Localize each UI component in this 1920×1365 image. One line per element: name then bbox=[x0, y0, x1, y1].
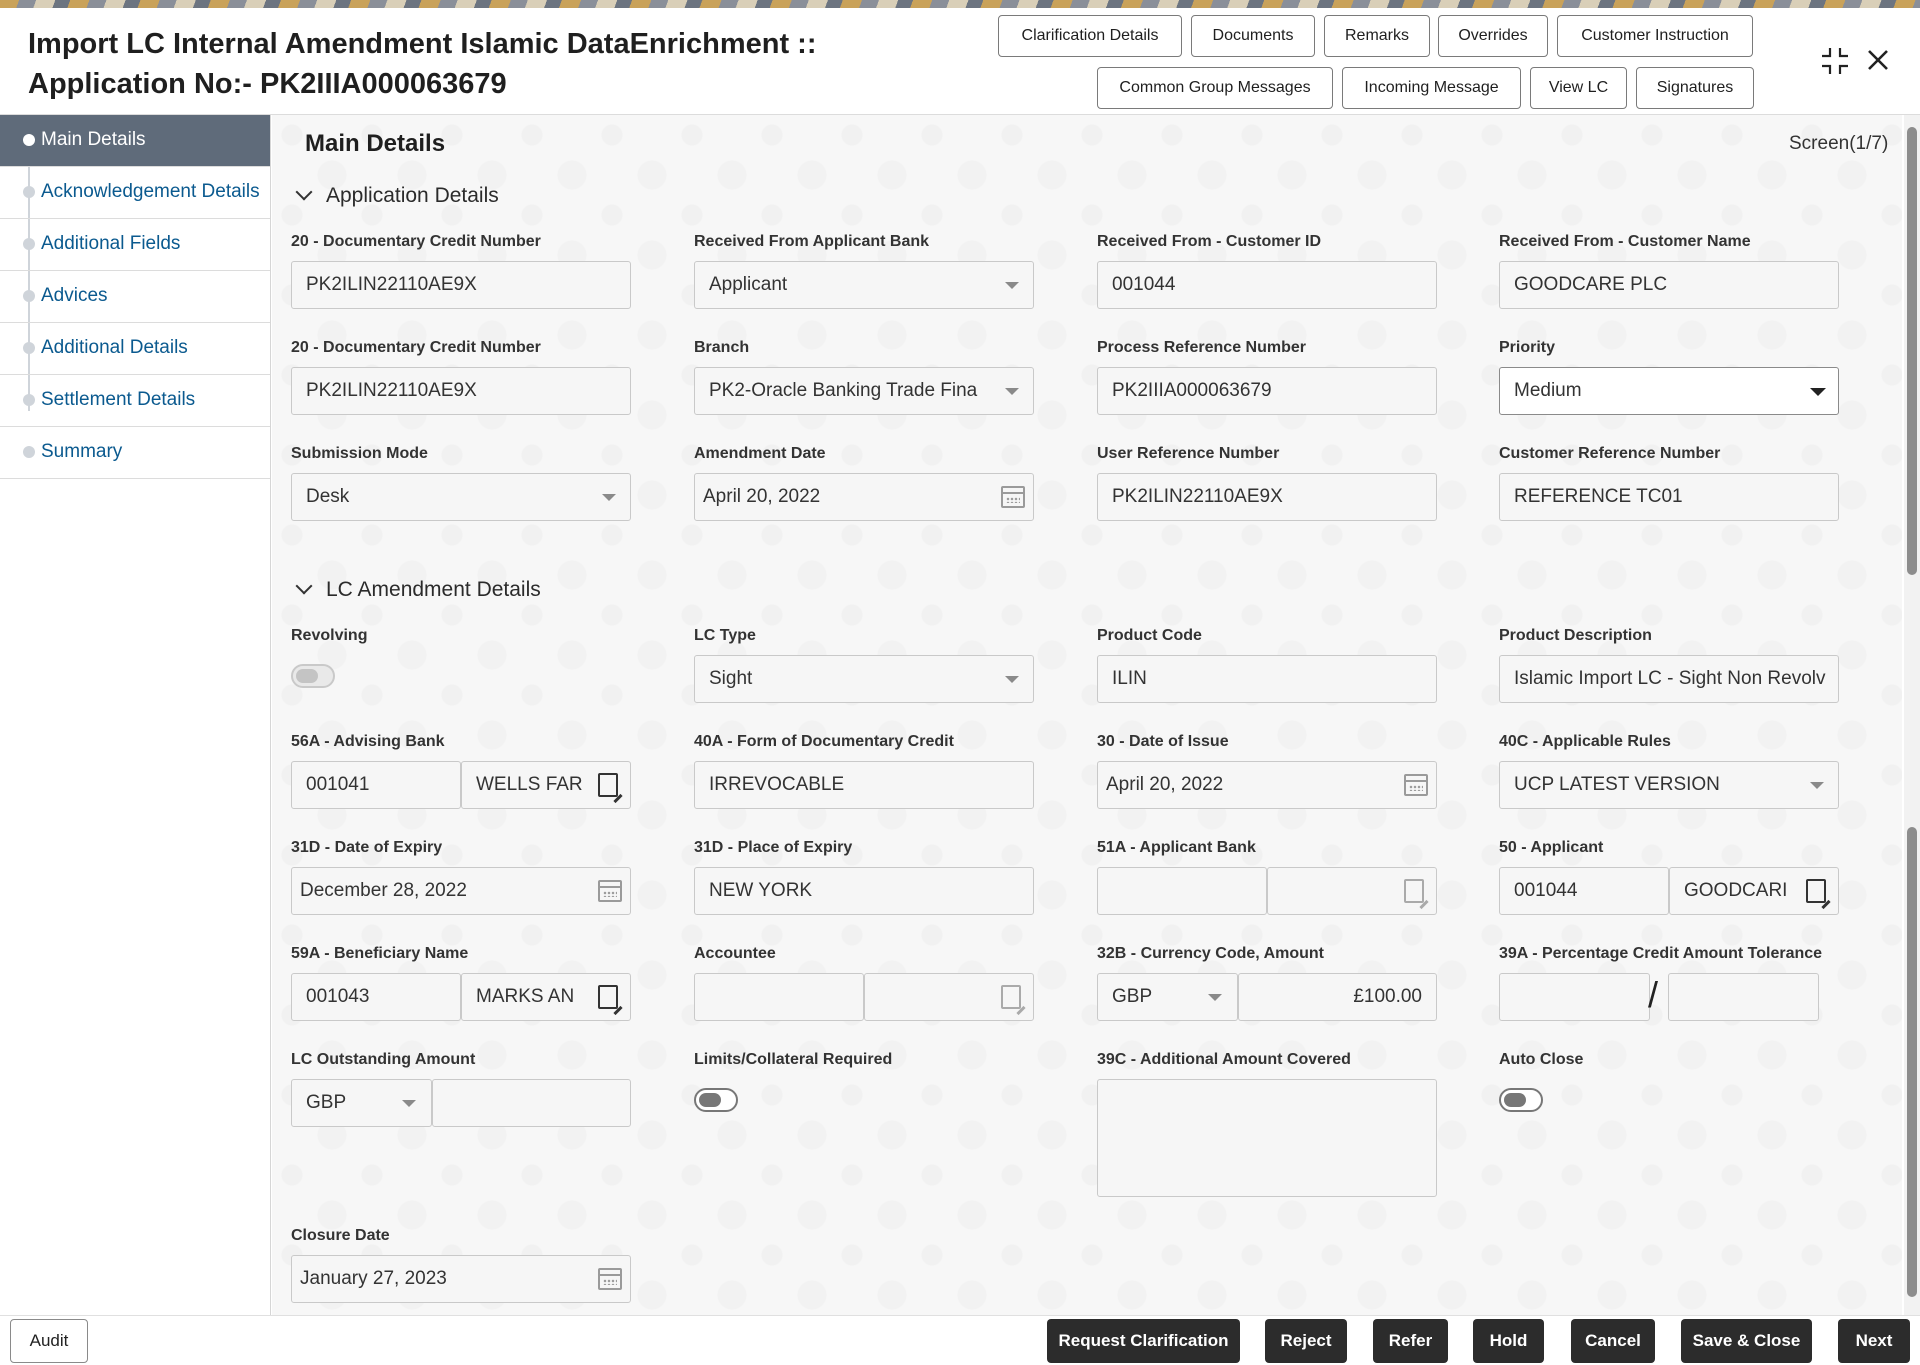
closure-date-field[interactable] bbox=[291, 1255, 631, 1303]
chevron-down-icon bbox=[402, 1100, 416, 1107]
applicant-bank-name-field[interactable] bbox=[1267, 867, 1437, 915]
sidebar-item-settlement-details[interactable] bbox=[0, 375, 270, 427]
submission-mode-value: Desk bbox=[306, 486, 350, 507]
beneficiary-name-field[interactable] bbox=[461, 973, 631, 1021]
auto-close-label: Auto Close bbox=[1499, 1051, 1584, 1068]
sidebar-item-acknowledgement-details[interactable] bbox=[0, 167, 270, 219]
outstanding-amount-label: LC Outstanding Amount bbox=[291, 1051, 476, 1068]
step-dot-icon bbox=[23, 342, 35, 354]
amendment-date-field[interactable] bbox=[694, 473, 1034, 521]
beneficiary-label: 59A - Beneficiary Name bbox=[291, 945, 469, 962]
chevron-down-icon bbox=[296, 578, 313, 595]
outstanding-amount-field[interactable] bbox=[432, 1079, 631, 1127]
sidebar-item-label: Advices bbox=[41, 285, 108, 306]
applicant-bank-label: 51A - Applicant Bank bbox=[1097, 839, 1256, 856]
priority-select[interactable] bbox=[1499, 367, 1839, 415]
doc-credit-number-2-label: 20 - Documentary Credit Number bbox=[291, 339, 541, 356]
next-button[interactable]: Next bbox=[1838, 1319, 1910, 1363]
closure-date-value: January 27, 2023 bbox=[300, 1268, 447, 1289]
tolerance-label: 39A - Percentage Credit Amount Tolerance bbox=[1499, 945, 1823, 962]
form-of-credit-field[interactable]: IRREVOCABLE bbox=[694, 761, 1034, 809]
limits-collateral-toggle[interactable] bbox=[694, 1088, 738, 1112]
customer-id-field[interactable]: 001044 bbox=[1097, 261, 1437, 309]
outstanding-currency-select[interactable] bbox=[291, 1079, 432, 1127]
application-details-header[interactable] bbox=[294, 184, 499, 208]
customer-instruction-button[interactable]: Customer Instruction bbox=[1557, 15, 1753, 57]
lc-type-label: LC Type bbox=[694, 627, 756, 644]
sidebar-item-label: Main Details bbox=[41, 129, 146, 150]
chevron-down-icon bbox=[1005, 388, 1019, 395]
applicant-id-field[interactable]: 001044 bbox=[1499, 867, 1669, 915]
close-icon[interactable] bbox=[1864, 46, 1892, 80]
title-line-2: Application No:- PK2IIIA000063679 bbox=[28, 68, 507, 100]
lc-amendment-details-header[interactable] bbox=[294, 578, 541, 602]
sidebar-item-label: Acknowledgement Details bbox=[41, 181, 260, 202]
applicable-rules-value: UCP LATEST VERSION bbox=[1514, 774, 1720, 795]
received-from-bank-value: Applicant bbox=[709, 274, 788, 295]
process-ref-label: Process Reference Number bbox=[1097, 339, 1306, 356]
accountee-id-field[interactable] bbox=[694, 973, 864, 1021]
lookup-icon[interactable] bbox=[598, 985, 618, 1009]
advising-bank-id-field[interactable]: 001041 bbox=[291, 761, 461, 809]
customer-name-label: Received From - Customer Name bbox=[1499, 233, 1751, 250]
compress-icon[interactable] bbox=[1820, 46, 1850, 82]
product-description-label: Product Description bbox=[1499, 627, 1652, 644]
product-code-field[interactable]: ILIN bbox=[1097, 655, 1437, 703]
incoming-message-button[interactable]: Incoming Message bbox=[1342, 67, 1521, 109]
additional-amount-label: 39C - Additional Amount Covered bbox=[1097, 1051, 1351, 1068]
expiry-date-value: December 28, 2022 bbox=[300, 880, 467, 901]
doc-credit-number-field[interactable]: PK2ILIN22110AE9X bbox=[291, 261, 631, 309]
clarification-details-button[interactable]: Clarification Details bbox=[998, 15, 1182, 57]
issue-date-value: April 20, 2022 bbox=[1106, 774, 1224, 795]
received-from-bank-select[interactable] bbox=[694, 261, 1034, 309]
applicant-bank-id-field[interactable] bbox=[1097, 867, 1267, 915]
lookup-icon[interactable] bbox=[1806, 879, 1826, 903]
amount-field[interactable]: £100.00 bbox=[1238, 973, 1437, 1021]
page-title bbox=[28, 24, 817, 104]
closure-date-label: Closure Date bbox=[291, 1227, 390, 1244]
applicant-name-field[interactable] bbox=[1669, 867, 1839, 915]
user-ref-field[interactable]: PK2ILIN22110AE9X bbox=[1097, 473, 1437, 521]
submission-mode-select[interactable] bbox=[291, 473, 631, 521]
chevron-down-icon bbox=[1005, 676, 1019, 683]
lookup-icon[interactable] bbox=[598, 773, 618, 797]
save-close-button[interactable]: Save & Close bbox=[1681, 1319, 1812, 1363]
branch-label: Branch bbox=[694, 339, 750, 356]
step-dot-icon bbox=[23, 238, 35, 250]
lookup-icon[interactable] bbox=[1001, 985, 1021, 1009]
accountee-label: Accountee bbox=[694, 945, 776, 962]
tolerance-plus-field[interactable] bbox=[1499, 973, 1650, 1021]
doc-credit-number-label: 20 - Documentary Credit Number bbox=[291, 233, 541, 250]
reject-button[interactable]: Reject bbox=[1265, 1319, 1347, 1363]
sidebar-item-advices[interactable] bbox=[0, 271, 270, 323]
documents-button[interactable]: Documents bbox=[1191, 15, 1315, 57]
footer-bar bbox=[0, 1315, 1920, 1365]
step-dot-icon bbox=[23, 186, 35, 198]
expiry-place-label: 31D - Place of Expiry bbox=[694, 839, 853, 856]
currency-amount-label: 32B - Currency Code, Amount bbox=[1097, 945, 1324, 962]
received-from-bank-label: Received From Applicant Bank bbox=[694, 233, 930, 250]
calendar-icon[interactable] bbox=[598, 1268, 622, 1290]
section-title: Main Details bbox=[305, 130, 446, 157]
sidebar-item-label: Settlement Details bbox=[41, 389, 196, 410]
title-line-1: Import LC Internal Amendment Islamic DataEnrichment :: bbox=[28, 28, 817, 60]
customer-id-label: Received From - Customer ID bbox=[1097, 233, 1322, 250]
calendar-icon[interactable] bbox=[598, 880, 622, 902]
doc-credit-number-2-field[interactable]: PK2ILIN22110AE9X bbox=[291, 367, 631, 415]
window-header bbox=[0, 8, 1920, 115]
caret-down-icon bbox=[1810, 388, 1826, 396]
screen-indicator: Screen(1/7) bbox=[1789, 133, 1889, 154]
step-dot-icon bbox=[23, 134, 35, 146]
applicant-label: 50 - Applicant bbox=[1499, 839, 1604, 856]
currency-select[interactable] bbox=[1097, 973, 1238, 1021]
user-ref-label: User Reference Number bbox=[1097, 445, 1280, 462]
expiry-date-label: 31D - Date of Expiry bbox=[291, 839, 443, 856]
step-dot-icon bbox=[23, 394, 35, 406]
sidebar-item-additional-fields[interactable] bbox=[0, 219, 270, 271]
signatures-button[interactable]: Signatures bbox=[1636, 67, 1754, 109]
lc-amendment-details-heading: LC Amendment Details bbox=[326, 578, 541, 601]
cancel-button[interactable]: Cancel bbox=[1571, 1319, 1655, 1363]
amendment-date-label: Amendment Date bbox=[694, 445, 826, 462]
lc-type-value: Sight bbox=[709, 668, 753, 689]
step-dot-icon bbox=[23, 290, 35, 302]
process-ref-field[interactable]: PK2IIIA000063679 bbox=[1097, 367, 1437, 415]
advising-bank-label: 56A - Advising Bank bbox=[291, 733, 445, 750]
application-details-heading: Application Details bbox=[326, 184, 499, 207]
expiry-date-field[interactable] bbox=[291, 867, 631, 915]
step-dot-icon bbox=[23, 446, 35, 458]
additional-amount-textarea[interactable] bbox=[1097, 1079, 1437, 1197]
lookup-icon[interactable] bbox=[1404, 879, 1424, 903]
customer-name-field[interactable]: GOODCARE PLC bbox=[1499, 261, 1839, 309]
beneficiary-name-value: MARKS AN bbox=[476, 986, 575, 1007]
advising-bank-name-value: WELLS FAR bbox=[476, 774, 583, 795]
calendar-icon[interactable] bbox=[1001, 486, 1025, 508]
view-lc-button[interactable]: View LC bbox=[1530, 67, 1627, 109]
advising-bank-name-field[interactable] bbox=[461, 761, 631, 809]
scrollbar-thumb-secondary[interactable] bbox=[1907, 827, 1917, 1297]
refer-button[interactable]: Refer bbox=[1373, 1319, 1448, 1363]
branch-select[interactable] bbox=[694, 367, 1034, 415]
priority-value: Medium bbox=[1514, 380, 1582, 401]
sidebar-item-summary[interactable] bbox=[0, 427, 270, 479]
vertical-scrollbar[interactable] bbox=[1904, 115, 1920, 1315]
decorative-banner bbox=[0, 0, 1920, 8]
request-clarification-button[interactable]: Request Clarification bbox=[1047, 1319, 1240, 1363]
beneficiary-id-field[interactable]: 001043 bbox=[291, 973, 461, 1021]
revolving-toggle[interactable] bbox=[291, 664, 335, 688]
outstanding-currency-value: GBP bbox=[306, 1092, 347, 1113]
expiry-place-field[interactable]: NEW YORK bbox=[694, 867, 1034, 915]
issue-date-label: 30 - Date of Issue bbox=[1097, 733, 1229, 750]
sidebar-item-main-details[interactable] bbox=[0, 115, 270, 167]
sidebar-item-additional-details[interactable] bbox=[0, 323, 270, 375]
audit-button[interactable]: Audit bbox=[10, 1319, 88, 1363]
sidebar-item-label: Additional Details bbox=[41, 337, 188, 358]
issue-date-field[interactable] bbox=[1097, 761, 1437, 809]
branch-value: PK2-Oracle Banking Trade Fina bbox=[709, 380, 978, 401]
priority-label: Priority bbox=[1499, 339, 1556, 356]
revolving-label: Revolving bbox=[291, 627, 368, 644]
tolerance-separator: / bbox=[1648, 974, 1659, 1015]
sidebar-item-label: Additional Fields bbox=[41, 233, 181, 254]
applicable-rules-select[interactable] bbox=[1499, 761, 1839, 809]
accountee-name-field[interactable] bbox=[864, 973, 1034, 1021]
hold-button[interactable]: Hold bbox=[1473, 1319, 1544, 1363]
common-group-messages-button[interactable]: Common Group Messages bbox=[1097, 67, 1333, 109]
sidebar bbox=[0, 115, 271, 1315]
remarks-button[interactable]: Remarks bbox=[1324, 15, 1430, 57]
chevron-down-icon bbox=[296, 184, 313, 201]
submission-mode-label: Submission Mode bbox=[291, 445, 428, 462]
applicant-name-value: GOODCARI bbox=[1684, 880, 1788, 901]
amendment-date-value: April 20, 2022 bbox=[703, 486, 821, 507]
sidebar-item-label: Summary bbox=[41, 441, 123, 462]
chevron-down-icon bbox=[1208, 994, 1222, 1001]
scrollbar-thumb[interactable] bbox=[1907, 127, 1917, 575]
chevron-down-icon bbox=[1810, 782, 1824, 789]
calendar-icon[interactable] bbox=[1404, 774, 1428, 796]
tolerance-minus-field[interactable] bbox=[1668, 973, 1819, 1021]
currency-value: GBP bbox=[1112, 986, 1153, 1007]
product-code-label: Product Code bbox=[1097, 627, 1202, 644]
applicable-rules-label: 40C - Applicable Rules bbox=[1499, 733, 1671, 750]
customer-ref-label: Customer Reference Number bbox=[1499, 445, 1721, 462]
lc-type-select[interactable] bbox=[694, 655, 1034, 703]
form-of-credit-label: 40A - Form of Documentary Credit bbox=[694, 733, 954, 750]
limits-collateral-label: Limits/Collateral Required bbox=[694, 1051, 893, 1068]
auto-close-toggle[interactable] bbox=[1499, 1088, 1543, 1112]
chevron-down-icon bbox=[602, 494, 616, 501]
chevron-down-icon bbox=[1005, 282, 1019, 289]
customer-ref-field[interactable]: REFERENCE TC01 bbox=[1499, 473, 1839, 521]
product-description-field[interactable]: Islamic Import LC - Sight Non Revolv bbox=[1499, 655, 1839, 703]
overrides-button[interactable]: Overrides bbox=[1438, 15, 1548, 57]
